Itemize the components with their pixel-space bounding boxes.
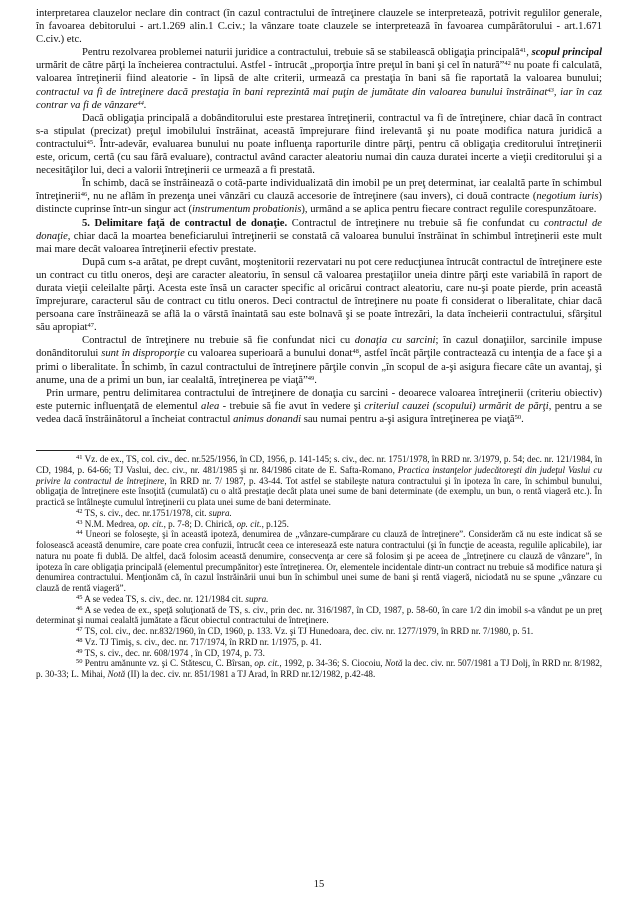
footnote-42: $^{42}$ TS, s. civ., dec. nr.1751/1978, cit. supra.: [76, 507, 232, 518]
paragraph-main-obligation: Dacă obligaţia principală a dobânditorului este prestarea întreţinerii, contractul va fi de întreţinere, chiar dacă în contract s-a stipulat (precizat) preţul imobilului înstrăinat, această împrejurare fiind irelevantă şi nu poate modifica natura juridică a contractului$^{45}$. Într-adevăr, evaluarea bunului nu poate influenţa raporturile dintre părţi, pentru că obligaţia creditorului întreţinerii este, oricum, certă (cu sau fără evaluare), contractul având caracter aleatoriu numai din cauza duratei incerte a vieţii creditorului şi a necesităţilor lui, deci a valorii întreţinerii ce urmează a fi prestată.: [36, 112, 602, 177]
section-heading-donation: 5. Delimitare faţă de contractul de donaţie. Contractul de întreţinere nu trebuie să fie confundat cu contractul de donaţie, chiar dacă la moartea beneficiarului întreţinerii se constată că valoarea bunului înstrăinat în schimbul întreţinerii este mult mai mare decât valoarea întreţinerii efectiv prestate.: [36, 217, 602, 255]
paragraph-reserved-heirs: După cum s-a arătat, pe drept cuvânt, moştenitorii rezervatari nu pot cere reducţiunea întrucât contractul de întreţinere este un contract cu titlu oneros, deşi are caracter aleatoriu, în sensul că valoarea prestaţiilor uneia dintre părţi este variabilă în raport de durata vieţii celeilalte părţi. Acesta este însă un caracter specific al oricărui contract aleatoriu, care nu-şi poate pierde, prin această împrejurare, caracterul său de contract cu titlu oneros. Deci contractul de întreţinere nu poate fi considerat o liberalitate, chiar dacă persoana care înstrăinează se află la o vârstă înaintată sau este bolnavă şi se poate întrezări, la data încheierii contractului, sfârşitul său apropiat$^{47}$.: [36, 256, 602, 334]
footnote-43: $^{43}$ N.M. Medrea, op. cit., p. 7-8; D. Chirică, op. cit., p.125.: [76, 518, 289, 529]
footnote-separator: [36, 450, 186, 451]
footnote-49: $^{49}$ TS, s. civ., dec. nr. 608/1974 , în CD, 1974, p. 73.: [76, 647, 265, 658]
paragraph-legal-nature: Pentru rezolvarea problemei naturii juridice a contractului, trebuie să se stabilească obligaţia principală$^{41}$, scopul principal urmărit de către părţi la încheierea contractului. Astfel - întrucât „proporţia între preţul în bani şi cel în natură”$^{42}$ nu poate fi calculată, valoarea întreţinerii fiind aleatorie - în lipsă de alte criterii, urmează ca prestaţia în bani să fie raportată la valoarea bunului; contractul va fi de întreţinere dacă prestaţia în bani reprezintă mai puţin de jumătate din valoarea bunului înstrăinat$^{43}$, iar în caz contrar va fi de vânzare$^{44}$.: [36, 47, 603, 111]
footnote-47: $^{47}$ TS, col. civ., dec. nr.832/1960, în CD, 1960, p. 133. Vz. şi TJ Hunedoara, dec. civ. nr. 1277/1979, în RRD nr. 7/1980, p. 51.: [76, 626, 534, 636]
paragraph-interpretation: interpretarea clauzelor neclare din contract (în cazul contractului de întreţinere clauzele se interpretează, potrivit regulilor generale, în favoarea debitorului - art.1.269 alin.1 C.civ.; la vânzare toate clauzele se interpretează în favoarea cumpărătorului - art.1.671 C.civ.) etc.: [36, 8, 602, 46]
footnote-46: $^{46}$ A se vedea de ex., speţă soluţionată de TS, s. civ., prin dec. nr. 316/1987, în CD, 1987, p. 58-60, în care 1/2 din imobil s-a vândut pe un preţ determinat şi numai cealaltă jumătate a făcut obiectul contractului de întreţinere.: [36, 604, 602, 626]
paragraph-share-sale: În schimb, dacă se înstrăinează o cotă-parte individualizată din imobil pe un preţ determinat, iar cealaltă parte în schimbul întreţinerii$^{46}$, nu ne aflăm în prezenţa unei vânzări cu clauză accesorie de întreţinere (sau invers), ci două contracte (negotium iuris) distincte cuprinse într-un singur act (instrumentum probationis), urmând a se aplica pentru fiecare contract regulile corespunzătoare.: [36, 178, 602, 216]
footnote-44: $^{44}$ Uneori se foloseşte, şi în această ipoteză, denumirea de „vânzare-cumpărare cu clauză de întreţinere”. Considerăm că nu este indicat să se folosească această denumire, care poate crea confuzii, întrucât ceea ce interesează este natura contractului (şi în funcţie de aceasta, regulile aplicabile), iar natura nu poate fi dublă. De altfel, dacă folosim această denumire, consecvenţa ar cere să folosim şi pe aceea de „întreţinere cu clauză de vânzare”, în ipoteza în care obligaţia principală (elementul precumpănitor) este întreţinerea. Or, elementele incidentale dintr-un contract nu trebuie să modifice natura şi denumirea contractului. Menţionăm că, în cazul înstrăinării unui bun în schimbul unei sume de bani şi rentă viageră, niciodată nu se spune „vânzare cu clauză de rentă viageră”.: [36, 529, 602, 593]
page-number: 15: [313, 879, 325, 890]
footnote-48: $^{48}$ Vz. TJ Timiş, s. civ., dec. nr. 717/1974, în RRD nr. 1/1975, p. 41.: [76, 636, 322, 647]
footnote-50: $^{50}$ Pentru amănunte vz. şi C. Stătescu, C. Bîrsan, op. cit., 1992, p. 34-36; S. Ciocoiu, Notă la dec. civ. nr. 507/1981 a TJ Dolj, în RRD nr. 8/1982, p. 30-33; L. Mihai, Notă (II) la dec. civ. nr. 851/1981 a TJ Arad, în RRD nr.12/1982, p.42-48.: [36, 658, 603, 679]
paragraph-donation-charges: Contractul de întreţinere nu trebuie să fie confundat nici cu donaţia cu sarcini; în cazul donaţiilor, sarcinile impuse donânditorului sunt în disproporţie cu valoarea superioară a bunului donat$^{48}$, astfel încât părţile contractează cu intenţia de a face şi a primi o liberalitate. În schimb, în cazul contractului de întreţinere părţile convin „în scopul de a-şi asigura fiecare câte un avantaj, şi anume, una de a primi un bun, iar cealaltă, întreţinerea pe viaţă”$^{49}$.: [36, 335, 603, 386]
footnote-41: $^{41}$ Vz. de ex., TS, col. civ., dec. nr.525/1956, în CD, 1956, p. 141-145; s. civ., dec. nr. 1751/1978, în RRD nr. 3/1979, p. 54; dec. nr. 121/1984, în CD, 1984, p. 64-66; TJ Vaslui, dec. civ., nr. 481/1985 şi nr. 84/1986 citate de E. Safta-Romano, Practica instanţelor judecătoreşti din judeţul Vaslui cu privire la contractul de întreţinere, în RRD nr. 7/ 1987, p. 43-44. Tot astfel se stabileşte natura contractului şi în ipoteza în care, în schimbul bunului, obligaţia de întreţinere este însoţită (cumulată) cu o altă prestaţie decât plata unei sume de bani determinate (de exemplu, un bun, o rentă viageră etc.). În practică se întâlneşte cumulul întreţinerii cu plata unei sume de bani determinate.: [36, 454, 602, 507]
paragraph-conclusion: Prin urmare, pentru delimitarea contractului de întreţinere de donaţia cu sarcini - deoarece valoarea întreţinerii (criteriu obiectiv) este puternic influenţată de elementul alea - trebuie să fie avut în vedere şi criteriul cauzei (scopului) urmărit de părţi, pentru a se vedea dacă înstrăinătorul a încheiat contractul animus donandi sau numai pentru a-şi asigura întreţinerea pe viaţă$^{50}$.: [36, 387, 603, 425]
footnote-45: $^{45}$ A se vedea TS, s. civ., dec. nr. 121/1984 cit. supra.: [76, 593, 269, 604]
main-text: [36, 7, 602, 426]
footnotes: [36, 454, 602, 680]
